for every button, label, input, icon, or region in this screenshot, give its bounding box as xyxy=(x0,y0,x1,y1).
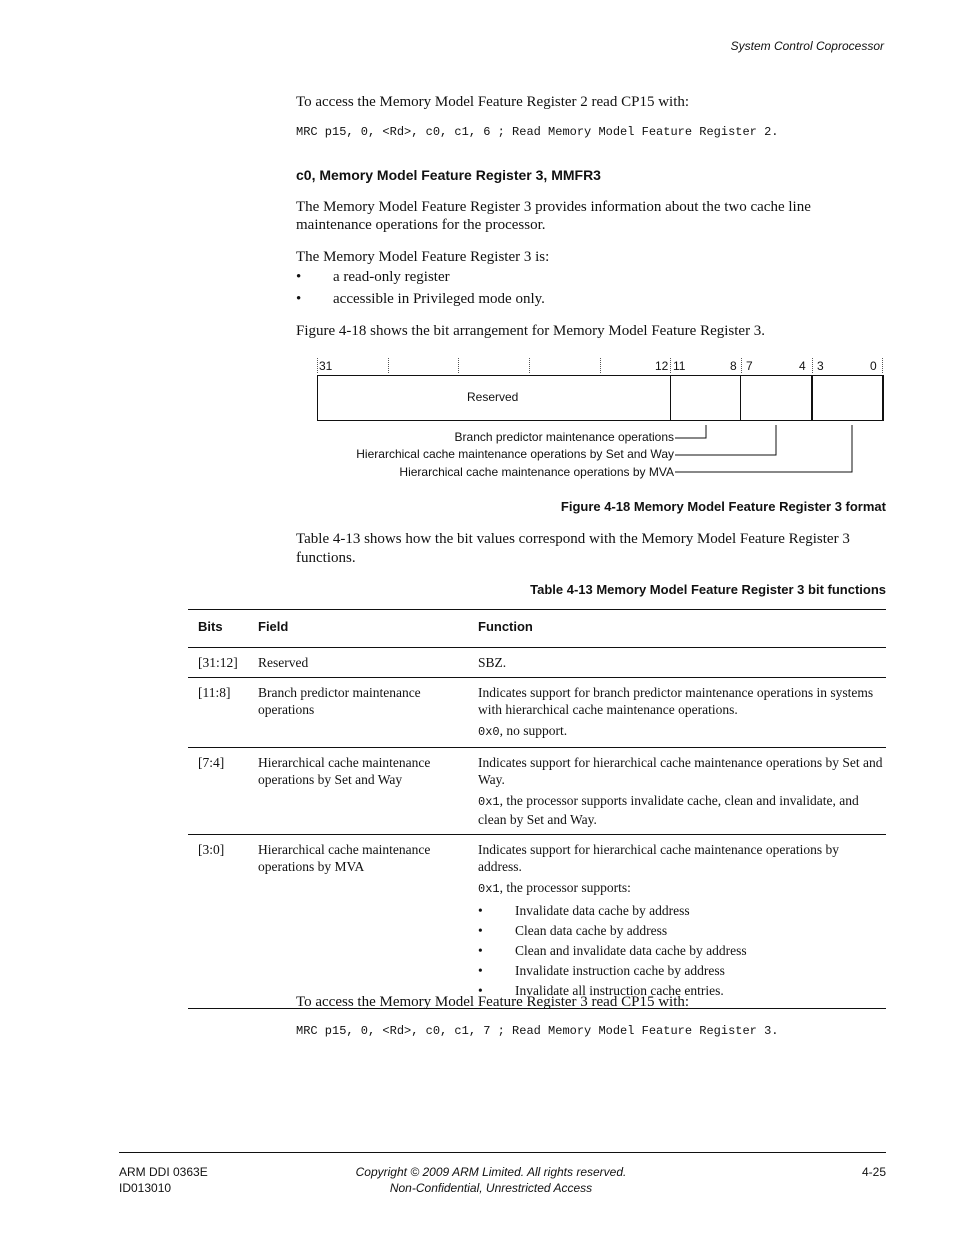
bit-number: 0 xyxy=(870,359,877,373)
bit-tick xyxy=(529,358,530,373)
table-row xyxy=(188,835,886,1009)
leader-line-bpm xyxy=(675,425,706,438)
function-text: SBZ. xyxy=(478,655,507,670)
issue-id: ID013010 xyxy=(119,1181,172,1195)
cell-bits: [11:8] xyxy=(188,678,258,748)
bit-tick xyxy=(600,358,601,373)
bit-tick xyxy=(741,358,742,373)
bit-functions-table xyxy=(188,609,886,1009)
legend-mva: Hierarchical cache maintenance operations by MVA xyxy=(399,465,674,479)
header-bits: Bits xyxy=(188,610,258,648)
register-is-text: The Memory Model Feature Register 3 is: xyxy=(296,249,550,265)
value-text: , the processor supports invalidate cache, clean and invalidate, and clean by Set and Way. xyxy=(478,793,859,827)
list-item-text: Clean data cache by address xyxy=(515,923,668,938)
figure-caption: Figure 4-18 Memory Model Feature Register 3 format xyxy=(560,499,886,514)
function-text: Indicates support for branch predictor maintenance operations in systems with hierarchical cache maintenance operations. xyxy=(478,685,874,717)
table-row xyxy=(188,748,886,835)
cell-function xyxy=(478,678,886,748)
cell-field: Hierarchical cache maintenance operations by Set and Way xyxy=(258,748,478,835)
access-mmfr3-code: MRC p15, 0, <Rd>, c0, c1, 7 ; Read Memory Model Feature Register 3. xyxy=(296,1024,779,1038)
list-item-text: Invalidate instruction cache by address xyxy=(515,963,725,978)
table-caption: Table 4-13 Memory Model Feature Register 3 bit functions xyxy=(530,582,886,597)
bit-number: 7 xyxy=(746,359,753,373)
access-mmfr2-text: To access the Memory Model Feature Register 2 read CP15 with: xyxy=(296,94,690,110)
page-number: 4-25 xyxy=(861,1165,886,1179)
bit-tick xyxy=(388,358,389,373)
cell-field: Reserved xyxy=(258,648,478,678)
leader-line-mva xyxy=(675,425,852,472)
bit-tick xyxy=(458,358,459,373)
list-item: • Invalidate data cache by address xyxy=(478,903,690,918)
list-item-text: Invalidate all instruction cache entries. xyxy=(515,983,724,998)
list-item-text: Clean and invalidate data cache by address xyxy=(515,943,747,958)
table-row xyxy=(188,648,886,678)
legend-set-way: Hierarchical cache maintenance operations by Set and Way xyxy=(356,447,674,461)
access-mmfr2-code: MRC p15, 0, <Rd>, c0, c1, 6 ; Read Memory Model Feature Register 2. xyxy=(296,125,779,139)
list-item: • Clean data cache by address xyxy=(478,923,668,938)
mva-field xyxy=(811,375,884,421)
cell-bits: [31:12] xyxy=(188,648,258,678)
bit-number: 3 xyxy=(817,359,824,373)
cell-function xyxy=(478,748,886,835)
function-text: Indicates support for hierarchical cache maintenance operations by Set and Way. xyxy=(478,755,883,787)
footer-center xyxy=(0,1164,954,1196)
header-field: Field xyxy=(258,610,478,648)
list-item: • Invalidate all instruction cache entries. xyxy=(478,983,724,998)
copyright: Copyright © 2009 ARM Limited. All rights reserved. xyxy=(355,1165,627,1179)
footer-rule xyxy=(119,1152,886,1153)
cell-bits: [3:0] xyxy=(188,835,258,1009)
function-value xyxy=(478,879,886,898)
bit-number: 4 xyxy=(799,359,806,373)
function-text: Indicates support for hierarchical cache maintenance operations by address. xyxy=(478,842,839,874)
access-mmfr3-text: To access the Memory Model Feature Register 3 read CP15 with: xyxy=(296,994,690,1010)
value-text: , no support. xyxy=(499,723,568,738)
bit-number: 8 xyxy=(730,359,737,373)
table-intro-line1: Table 4-13 shows how the bit values correspond with the Memory Model Feature Register 3 xyxy=(296,531,850,547)
value-code: 0x0 xyxy=(478,725,500,739)
cell-function xyxy=(478,835,886,1009)
running-header: System Control Coprocessor xyxy=(730,39,884,53)
figure-reference: Figure 4-18 shows the bit arrangement for Memory Model Feature Register 3. xyxy=(296,323,766,339)
bullet-text: a read-only register xyxy=(333,269,450,285)
header-function: Function xyxy=(478,610,886,648)
set-way-field xyxy=(740,375,813,421)
table-header-row xyxy=(188,610,886,648)
list-item-text: Invalidate data cache by address xyxy=(515,903,690,918)
list-item: • Invalidate instruction cache by address xyxy=(478,963,725,978)
cell-bits: [7:4] xyxy=(188,748,258,835)
function-value xyxy=(478,792,886,828)
doc-id: ARM DDI 0363E xyxy=(119,1165,208,1179)
cell-field: Hierarchical cache maintenance operations by MVA xyxy=(258,835,478,1009)
bullet-item: • a read-only register xyxy=(296,269,450,285)
function-value xyxy=(478,722,886,741)
bullet-item: • accessible in Privileged mode only. xyxy=(296,291,545,307)
section-desc-line1: The Memory Model Feature Register 3 provides information about the two cache line xyxy=(296,199,811,215)
bit-tick xyxy=(882,358,883,373)
bit-tick xyxy=(670,358,671,373)
table-row xyxy=(188,678,886,748)
section-desc-line2: maintenance operations for the processor. xyxy=(296,217,546,233)
cell-function xyxy=(478,648,886,678)
reserved-label: Reserved xyxy=(467,390,519,404)
register-right-edge xyxy=(882,375,884,421)
list-item: • Clean and invalidate data cache by address xyxy=(478,943,747,958)
value-text: , the processor supports: xyxy=(499,880,631,895)
bpm-field xyxy=(669,375,741,421)
bit-number: 12 xyxy=(655,359,669,373)
bit-tick xyxy=(317,358,318,373)
table-intro-line2: functions. xyxy=(296,550,356,566)
cell-field: Branch predictor maintenance operations xyxy=(258,678,478,748)
value-code: 0x1 xyxy=(478,882,500,896)
section-heading: c0, Memory Model Feature Register 3, MMFR3 xyxy=(296,167,601,183)
access-level: Non-Confidential, Unrestricted Access xyxy=(389,1181,593,1195)
bit-number: 31 xyxy=(319,359,333,373)
supported-operations-list xyxy=(478,902,886,999)
value-code: 0x1 xyxy=(478,795,500,809)
bit-number: 11 xyxy=(673,359,686,373)
legend-bpm: Branch predictor maintenance operations xyxy=(454,430,674,444)
leader-line-set-way xyxy=(675,425,776,455)
bit-tick xyxy=(812,358,813,373)
bullet-text: accessible in Privileged mode only. xyxy=(333,291,545,307)
